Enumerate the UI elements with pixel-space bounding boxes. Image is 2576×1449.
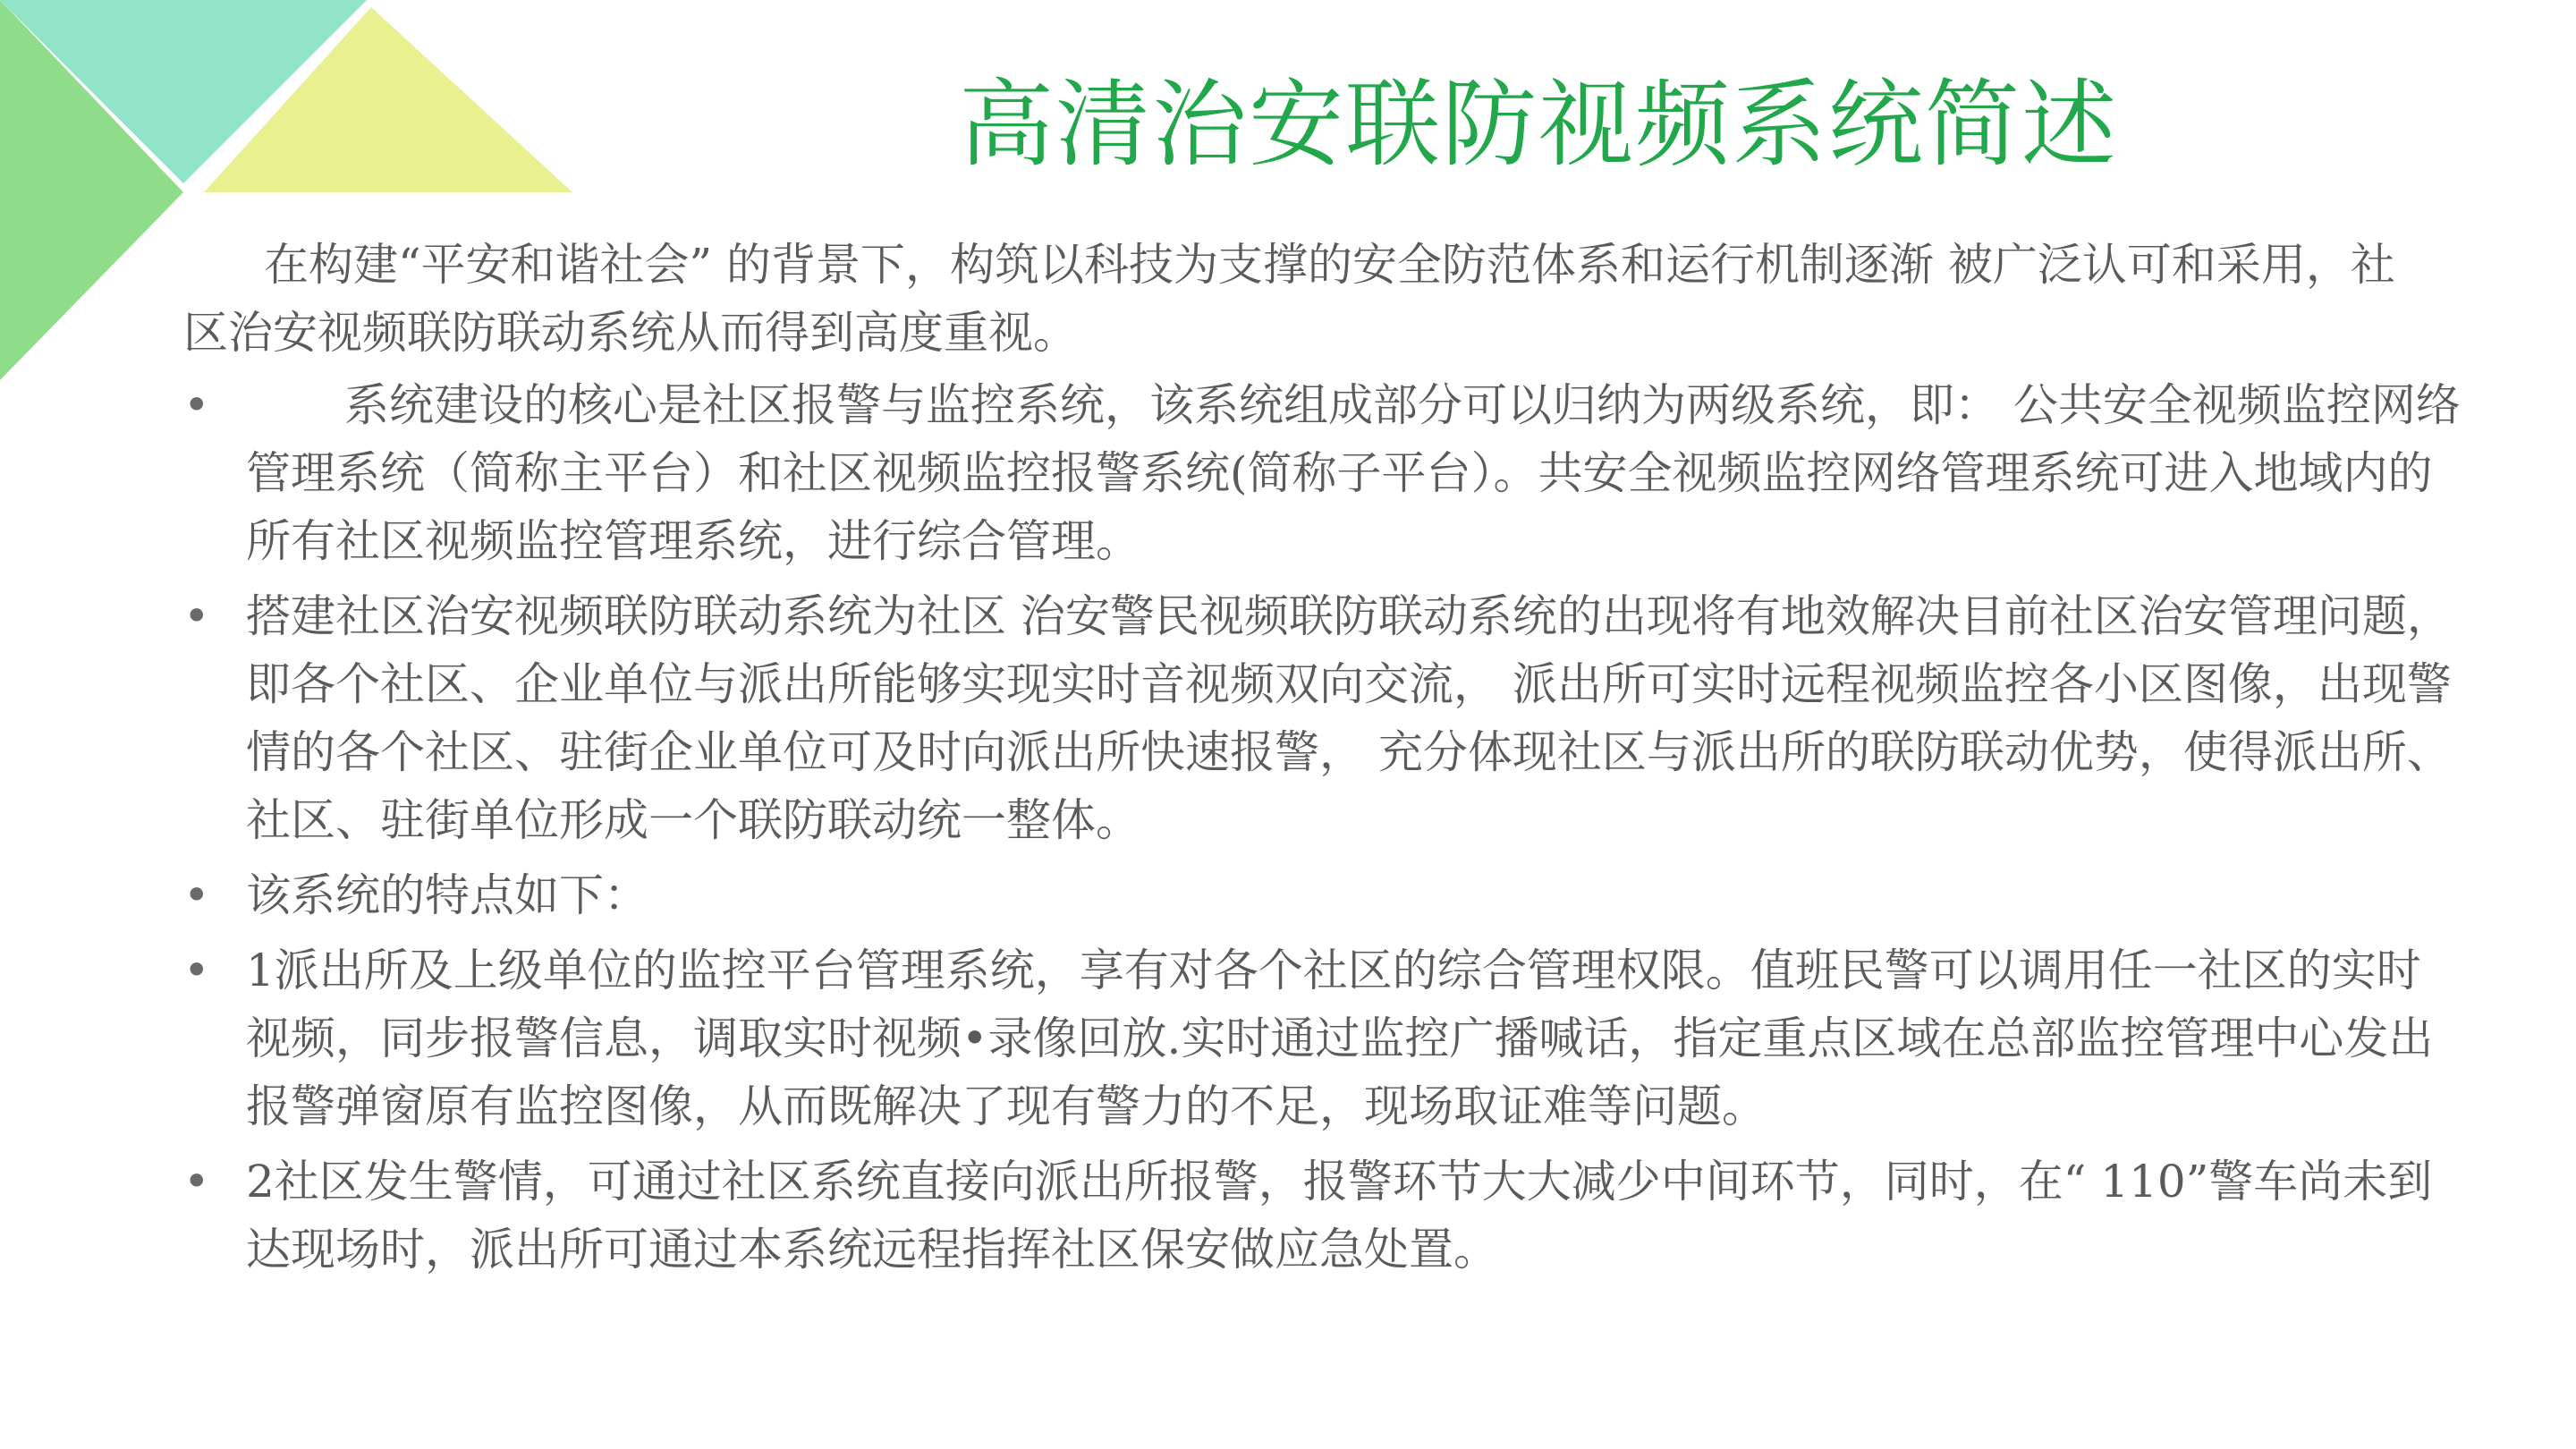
bullet-item [183,861,2464,929]
bullet-dot-icon: • [183,869,210,921]
bullet-text: 该系统的特点如下： [246,869,648,921]
bullet-dot-icon: • [183,945,210,996]
bullet-text: 2社区发生警情，可通过社区系统直接向派出所报警，报警环节大大减少中间环节，同时，在“ 110”警车尚未到达现场时，派出所可通过本系统远程指挥社区保安做应急处置。 [246,1156,2433,1275]
slide-title: 高清治安联防视频系统简述 [959,70,2118,180]
bullet-item [183,371,2464,575]
bullet-dot-icon: • [183,379,210,431]
bullet-list [183,371,2464,1291]
bullet-text: 搭建社区治安视频联防联动系统为社区 治安警民视频联防联动系统的出现将有地效解决目前社区治安管理问题，即各个社区、企业单位与派出所能够实现实时音视频双向交流， 派出所可实时远程视频监控各小区图像，出现警情的各个社区、驻街企业单位可及时向派出所快速报警， 充分体现社区与派出所的联防联动优势，使得派出所、社区、驻街单位形成一个联防联动统一整体。 [246,590,2452,846]
bullet-text: 1派出所及上级单位的监控平台管理系统，享有对各个社区的综合管理权限。值班民警可以调用任一社区的实时视频，同步报警信息，调取实时视频•录像回放.实时通过监控广播喊话，指定重点区域在总部监控管理中心发出报警弹窗原有监控图像，从而既解决了现有警力的不足，现场取证难等问题。 [246,945,2434,1132]
bullet-dot-icon: • [183,590,210,642]
bullet-item [183,936,2464,1140]
bullet-item [183,1148,2464,1284]
bullet-item [183,582,2464,854]
intro-paragraph: 在构建“平安和谐社会” 的背景下，构筑以科技为支撑的安全防范体系和运行机制逐渐 被广泛认可和采用，社区治安视频联防联动系统从而得到高度重视。 [183,239,2395,359]
bullet-dot-icon: • [183,1156,210,1208]
bullet-text: 系统建设的核心是社区报警与监控系统，该系统组成部分可以归纳为两级系统，即： 公共安全视频监控网络管理系统（简称主平台）和社区视频监控报警系统(简称子平台）。共安全视频监控网络管理系统可进入地域内的所有社区视频监控管理系统，进行综合管理。 [246,379,2461,567]
